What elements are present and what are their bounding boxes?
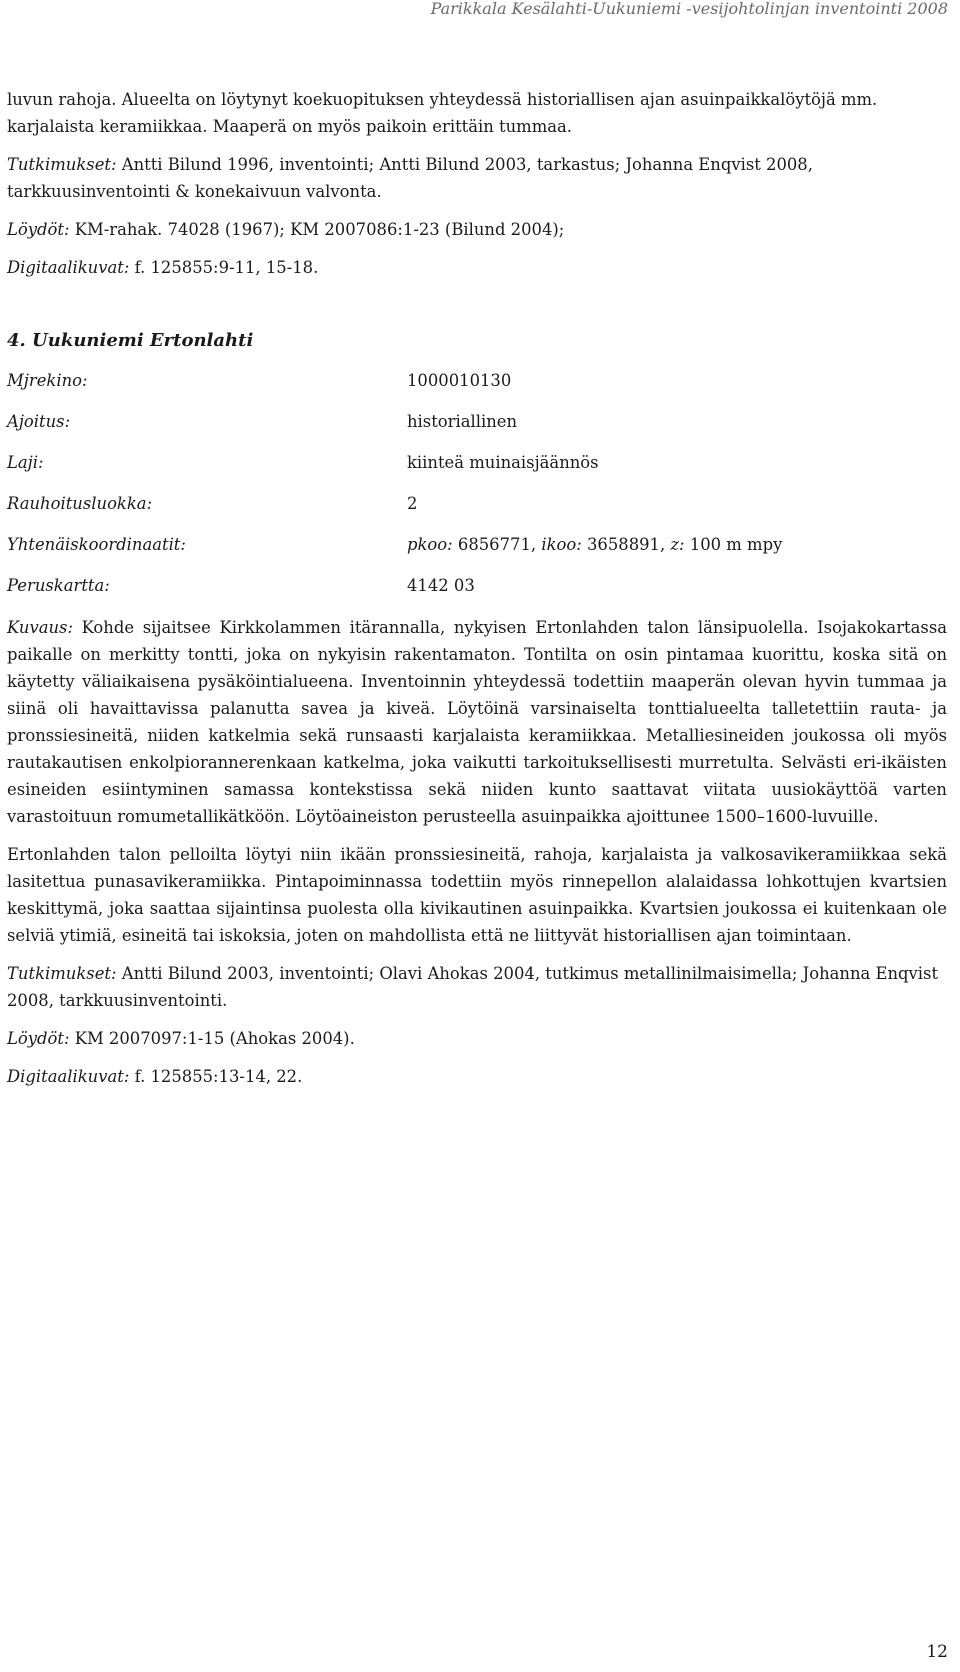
field-value: historiallinen (407, 412, 518, 431)
field-label: Mjrekino: (7, 371, 88, 390)
tutkimukset-text: Antti Bilund 2003, inventointi; Olavi Ahokas 2004, tutkimus metallinilmaisimella; Johanna Enqvist 2008, tarkkuusinventointi. (7, 964, 939, 1010)
field-value: 1000010130 (407, 371, 512, 390)
running-header: Parikkala Kesälahti-Uukuniemi -vesijohtolinjan inventointi 2008 (430, 0, 948, 18)
field-label: Ajoitus: (7, 412, 71, 431)
field-label: Peruskartta: (7, 576, 110, 595)
page-body (7, 86, 947, 1090)
kuvaus-text: Kohde sijaitsee Kirkkolammen itärannalla, nykyisen Ertonlahden talon länsipuolella. Isojakokartassa paikalle on merkitty tontti, joka on nykyisin rakentamaton. Tontilta on osin pintamaa kuorittu, koska sitä on käytetty väliaikaisena pysäköintialueena. Inventoinnin yhteydessä todettiin maaperän olevan hyvin tummaa ja siinä oli havaittavissa palanutta savea ja kiveä. Löytöinä varsinaiselta tonttialueelta talletettiin rauta- ja pronssiesineitä, niiden katkelmia sekä runsaasti karjalaista keramiikkaa. Metalliesineiden joukossa oli myös rautakautisen enkolpiorannerenkaan katkelma, joka vaikutti tarkoituksellisesti murretulta. Selvästi eri-ikäisten esineiden esiintyminen samassa kontekstissa sekä niiden kunto saattavat viitata uusiokäyttöä varten varastoituun romumetallikätköön. Löytöaineiston perusteella asuinpaikka ajoittunee 1500–1600-luvuille. (7, 618, 947, 826)
digitaalikuvat-label: Digitaalikuvat: (7, 258, 130, 277)
tutkimukset-label: Tutkimukset: (7, 964, 117, 983)
site-fields (7, 360, 947, 606)
site-title: 4. Uukuniemi Ertonlahti (7, 330, 254, 351)
tutkimukset-label: Tutkimukset: (7, 155, 117, 174)
coords-label: Yhtenäiskoordinaatit: (7, 535, 186, 554)
loydot-label: Löydöt: (7, 220, 70, 239)
loydot-text: KM 2007097:1-15 (Ahokas 2004). (69, 1029, 355, 1048)
loydot-label: Löydöt: (7, 1029, 70, 1048)
findings-paragraph: Ertonlahden talon pelloilta löytyi niin ikään pronssiesineitä, rahoja, karjalaista ja valkosavikeramiikkaa sekä lasitettua punasavikeramiikka. Pintapoiminnassa todettiin myös rinnepellon alalaidassa lohkottujen kvartsien keskittymä, joka saattaa sijaintinsa puolesta olla kivikautinen asuinpaikka. Kvartsien joukossa ei kuitenkaan ole selviä ytimiä, esineitä tai iskoksia, joten on mahdollista että ne liittyvät historiallisen ajan toimintaan. (7, 845, 947, 945)
prev-tutkimukset (7, 151, 947, 205)
field-label: Rauhoitusluokka: (7, 494, 153, 513)
coords-value (407, 531, 947, 558)
digitaalikuvat-text: f. 125855:9-11, 15-18. (129, 258, 319, 277)
prev-loydot (7, 216, 947, 243)
field-row-mjrekino (7, 360, 947, 401)
digitaalikuvat-label: Digitaalikuvat: (7, 1067, 130, 1086)
loydot-text: KM-rahak. 74028 (1967); KM 2007086:1-23 (Bilund 2004); (69, 220, 565, 239)
site-tutkimukset (7, 960, 947, 1014)
pkoo-value: 6856771, (452, 535, 542, 554)
site-digitaalikuvat (7, 1063, 947, 1090)
field-row-rauhoitusluokka (7, 483, 947, 524)
digitaalikuvat-text: f. 125855:13-14, 22. (129, 1067, 303, 1086)
field-row-coordinates (7, 524, 947, 565)
prev-digitaalikuvat (7, 254, 947, 281)
page-number: 12 (926, 1642, 948, 1662)
pkoo-label: pkoo: (407, 535, 453, 554)
kuvaus-paragraph (7, 614, 947, 830)
z-value: 100 m mpy (684, 535, 783, 554)
field-label: Laji: (7, 453, 44, 472)
tutkimukset-text: Antti Bilund 1996, inventointi; Antti Bilund 2003, tarkastus; Johanna Enqvist 2008, tarkkuusinventointi & konekaivuun valvonta. (7, 155, 813, 201)
field-value: kiinteä muinaisjäännös (407, 453, 599, 472)
ikoo-value: 3658891, (581, 535, 671, 554)
field-row-ajoitus (7, 401, 947, 442)
site-loydot (7, 1025, 947, 1052)
field-value: 4142 03 (407, 576, 475, 595)
ikoo-label: ikoo: (541, 535, 582, 554)
field-value: 2 (407, 494, 418, 513)
field-row-peruskartta (7, 565, 947, 606)
kuvaus-label: Kuvaus: (7, 618, 73, 637)
continuation-paragraph: luvun rahoja. Alueelta on löytynyt koekuopituksen yhteydessä historiallisen ajan asuinpaikkalöytöjä mm. karjalaista keramiikkaa. Maaperä on myös paikoin erittäin tummaa. (7, 90, 878, 136)
field-row-laji (7, 442, 947, 483)
z-label: z: (670, 535, 685, 554)
